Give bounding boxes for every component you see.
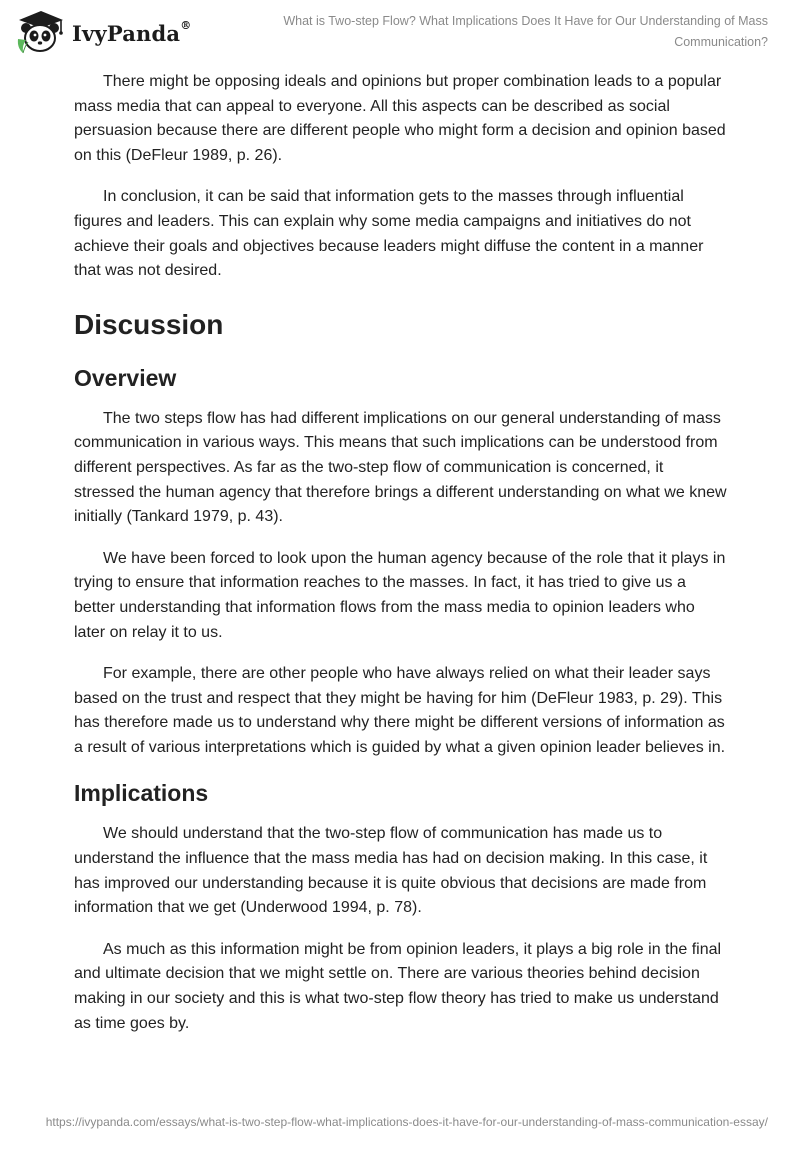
essay-title: What is Two-step Flow? What Implications Does It Have for Our Understanding of Mass Communication? [283,14,768,49]
paragraph: For example, there are other people who have always relied on what their leader says based on the trust and respect that they might be having for him (DeFleur 1983, p. 29). This has therefore made us to understand why there might be different versions of information as a result of various interpretations which is guided by what a given opinion leader believes in. [74,665,726,756]
panda-logo-icon [16,8,66,56]
section-heading-discussion: Discussion [74,308,224,340]
essay-body [74,70,728,1053]
brand-name [72,18,192,46]
subheading-overview: Overview [74,364,177,391]
source-url[interactable]: https://ivypanda.com/essays/what-is-two-step-flow-what-implications-does-it-have-for-our-understanding-of-mass-communication-essay/ [45,1115,768,1129]
brand-logo[interactable] [16,8,191,56]
registered-mark: ® [180,18,192,32]
paragraph: The two steps flow has had different implications on our general understanding of mass communication in various ways. This means that such implications can be understood from different perspectives. As far as the two-step flow of communication is concerned, it stressed the human agency that therefore brings a different understanding on what we knew initially (Tankard 1979, p. 43). [74,409,727,526]
paragraph: We should understand that the two-step flow of communication has made us to understand the influence that the mass media has had on decision making. In this case, it has improved our understanding because it is quite obvious that decisions are made from information that we get (Underwood 1994, p. 78). [74,825,708,917]
paragraph: There might be opposing ideals and opinions but proper combination leads to a popular mass media that can appeal to everyone. All this aspects can be described as social persuasion because there are different people who might form a decision and opinion based on this (DeFleur 1989, p. 26). [74,73,726,164]
page-header [0,0,800,62]
subheading-implications: Implications [74,780,209,807]
paragraph: We have been forced to look upon the human agency because of the role that it plays in trying to ensure that information reaches to the masses. In fact, it has tried to give us a better understanding that information flows from the mass media to opinion leaders who later on relay it to us. [74,549,726,641]
brand-name-text: IvyPanda [72,20,181,46]
paragraph: As much as this information might be from opinion leaders, it plays a big role in the final and ultimate decision that we might settle on. There are various theories behind decision making in our society and this is what two-step flow theory has tried to make us understand as time goes by. [74,940,722,1032]
paragraph: In conclusion, it can be said that information gets to the masses through influential figures and leaders. This can explain why some media campaigns and initiatives do not achieve their goals and objectives because leaders might diffuse the content in a manner that was not desired. [74,188,704,280]
